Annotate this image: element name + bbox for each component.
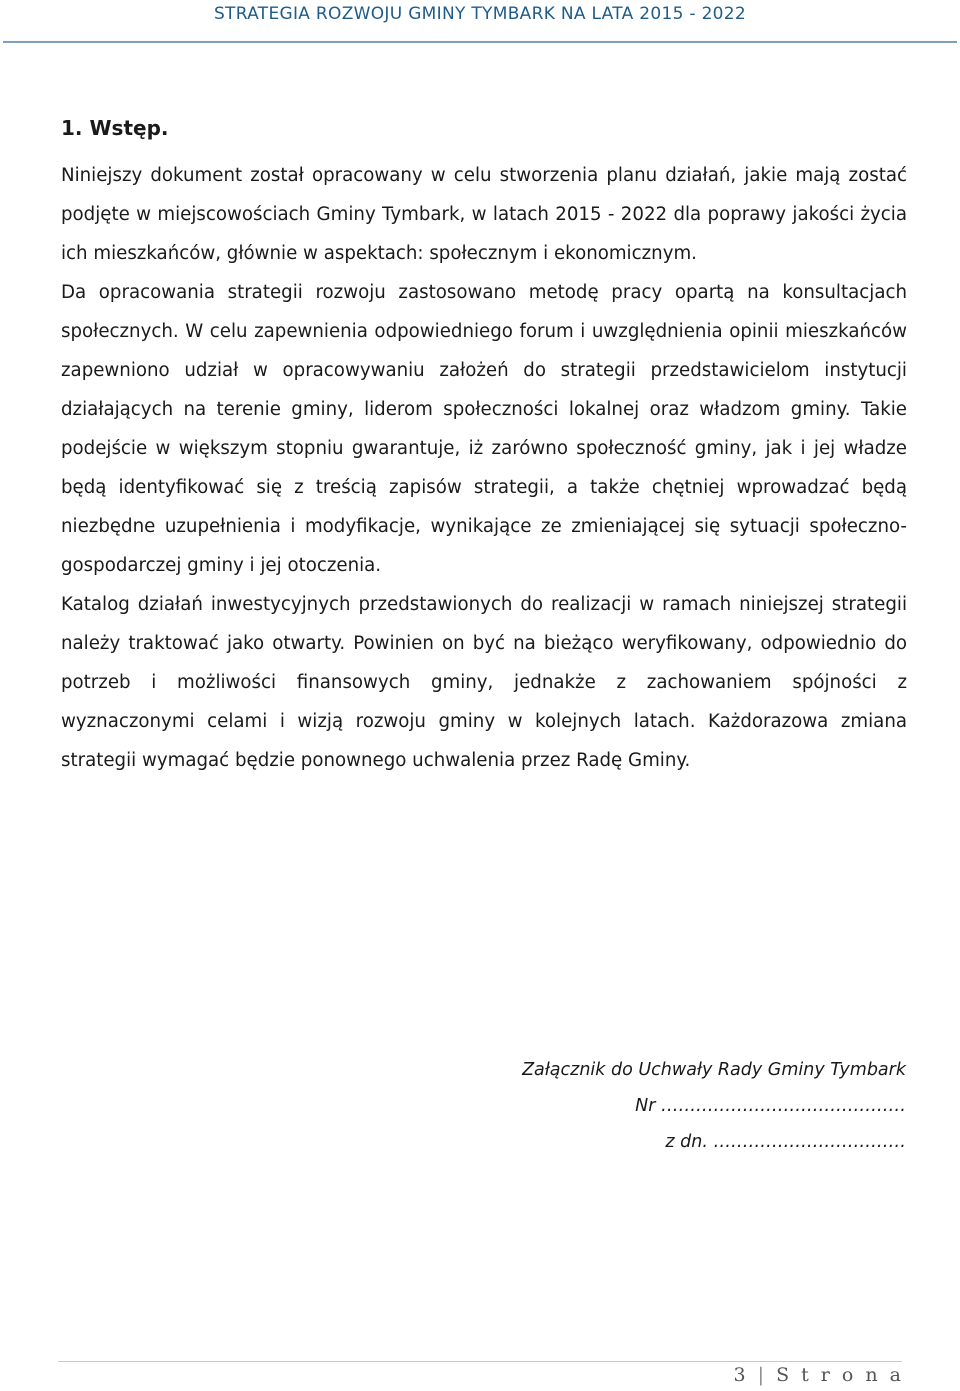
annex-number: Nr …………………………………… (635, 1096, 906, 1116)
annex-title: Załącznik do Uchwały Rady Gminy Tymbark (522, 1060, 906, 1080)
main-content (61, 108, 907, 780)
page-separator: | (757, 1364, 768, 1386)
page-number: 3 (733, 1364, 749, 1386)
paragraph-intro: Niniejszy dokument został opracowany w celu stworzenia planu działań, jakie mają zostać podjęte w miejscowościach Gminy Tymbark, w latach 2015 - 2022 dla poprawy jakości życia ich mieszkańców, głównie w aspektach: społecznym i ekonomicznym. (61, 165, 907, 264)
paragraph-methodology: Da opracowania strategii rozwoju zastosowano metodę pracy opartą na konsultacjach społecznych. W celu zapewnienia odpowiedniego forum i uwzględnienia opinii mieszkańców zapewniono udział w opracowywaniu założeń do strategii przedstawicielom instytucji działających na terenie gminy, liderom społeczności lokalnej oraz władzom gminy. Takie podejście w większym stopniu gwarantuje, iż zarówno społeczność gminy, jak i jej władze będą identyfikować się z treścią zapisów strategii, a także chętniej wprowadzać będą niezbędne uzupełnienia i modyfikacje, wynikające ze zmieniającej się sytuacji społeczno-gospodarczej gminy i jej otoczenia. (61, 282, 907, 576)
section-heading: 1. Wstęp. (61, 116, 169, 140)
page-footer (733, 1364, 904, 1386)
paragraph-investment-catalog: Katalog działań inwestycyjnych przedstawionych do realizacji w ramach niniejszej strategii należy traktować jako otwarty. Powinien on być na bieżąco weryfikowany, odpowiednio do potrzeb i możliwości finansowych gminy, jednakże z zachowaniem spójności z wyznaczonymi celami i wizją rozwoju gminy w kolejnych latach. Każdorazowa zmiana strategii wymagać będzie ponownego uchwalenia przez Radę Gminy. (61, 594, 907, 771)
header-divider (3, 41, 957, 43)
page-header (0, 0, 960, 44)
annex-date: z dn. …………………………… (665, 1132, 906, 1152)
document-title: STRATEGIA ROZWOJU GMINY TYMBARK NA LATA 2015 - 2022 (213, 4, 747, 24)
page-label: S t r o n a (776, 1364, 904, 1386)
footer-divider (58, 1361, 902, 1362)
annex-note (522, 1052, 906, 1160)
